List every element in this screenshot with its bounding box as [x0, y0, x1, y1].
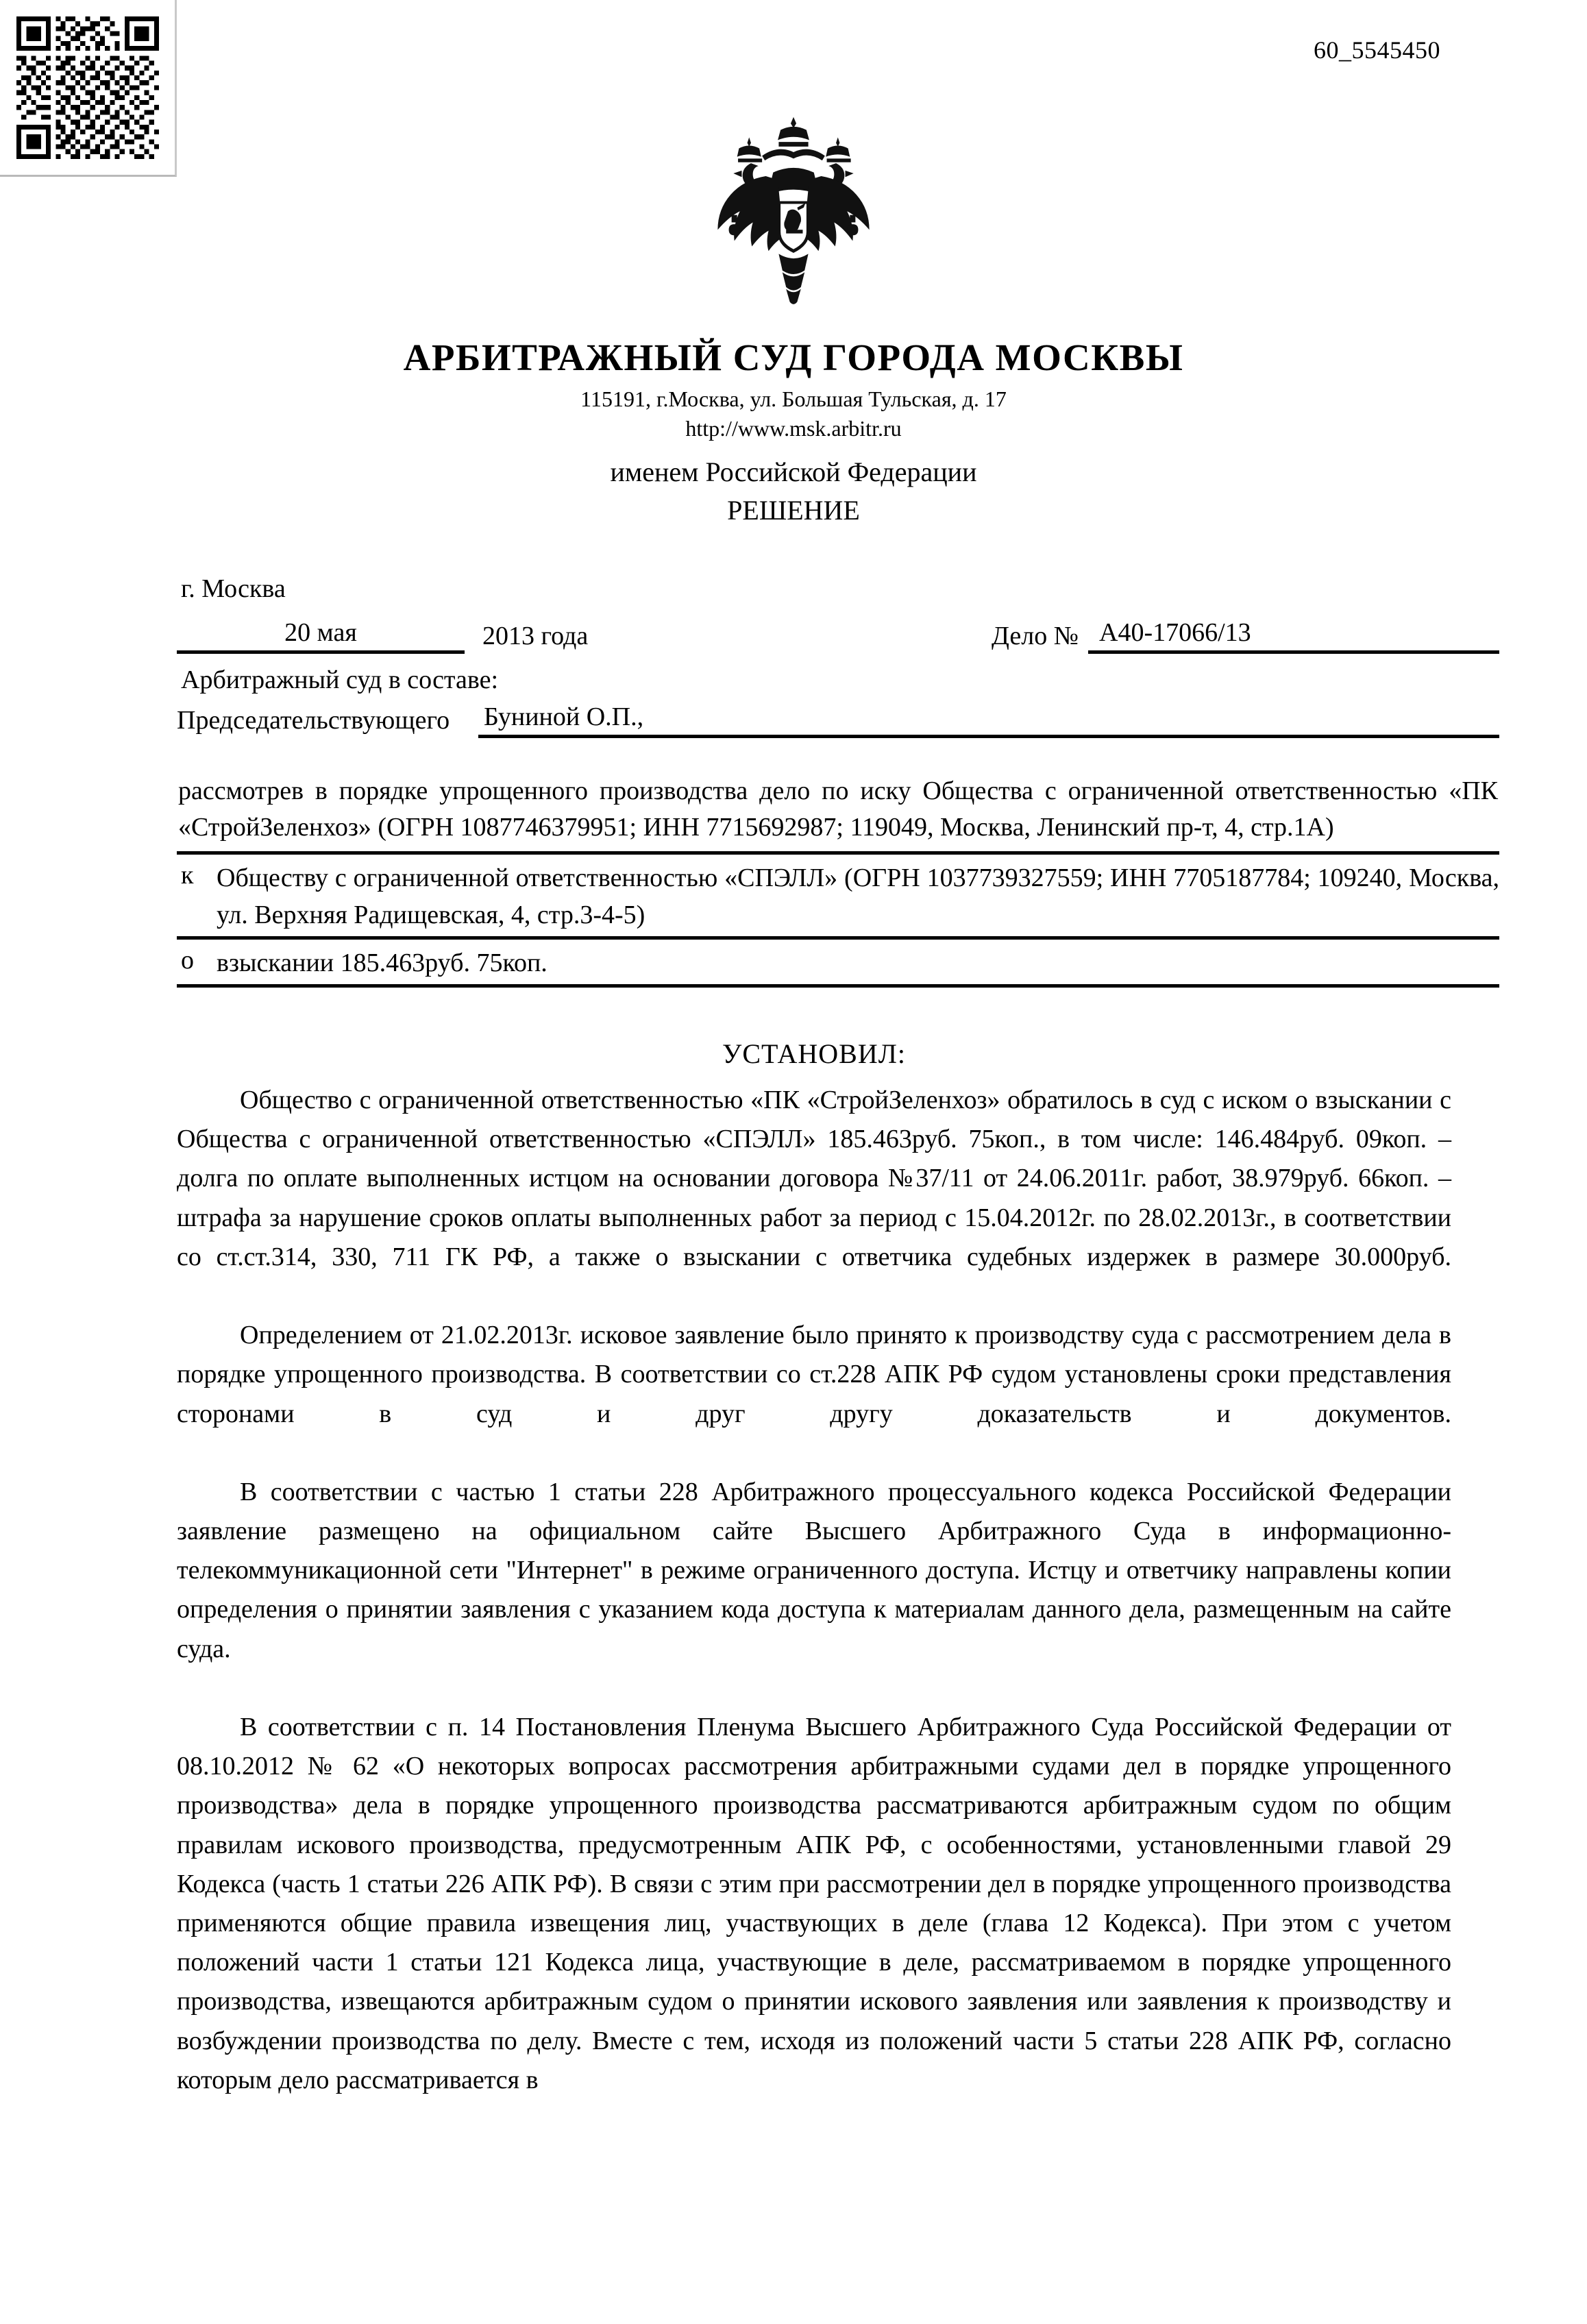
court-name: АРБИТРАЖНЫЙ СУД ГОРОДА МОСКВЫ — [403, 337, 1184, 378]
court-header — [0, 337, 1587, 528]
body-paragraph: В соответствии с п. 14 Постановления Пленума Высшего Арбитражного Суда Российской Федерации от 08.10.2012 № 62 «О некоторых вопросах рассмотрения арбитражными судами дел в порядке упрощенного производства» дела в порядке упрощенного производства рассматриваются арбитражным судом по общим правилам искового производства, предусмотренным АПК РФ, с особенностями, установленными главой 29 Кодекса (часть 1 статьи 226 АПК РФ). В связи с этим при рассмотрении дел в порядке упрощенного производства применяются общие правила извещения лиц, участвующих в деле (глава 12 Кодекса). При этом с учетом положений части 1 статьи 121 Кодекса лица, участвующие в деле, рассматриваемом в порядке упрощенного производства, извещаются арбитражным судом о принятии искового заявления или заявления к производству и возбуждении производства по делу. Вместе с тем, исходя из положений части 5 статьи 228 АПК РФ, согласно которым дело рассматривается в — [177, 1713, 1451, 2094]
defendant-block — [177, 860, 1499, 939]
presiding-judge-name: Буниной О.П., — [478, 702, 1499, 738]
russian-coat-of-arms-icon — [701, 115, 886, 314]
emblem-container — [0, 115, 1587, 317]
defendant-prefix: к — [181, 861, 194, 890]
body-paragraph: В соответствии с частью 1 статьи 228 Арбитражного процессуального кодекса Российской Федерации заявление размещено на официальном сайте Высшего Арбитражного Суда в информационно-телекоммуникационной сети "Интернет" в режиме ограниченного доступа. Истцу и ответчику направлены копии определения о принятии заявления с указанием кода доступа к материалам данного дела, размещенным на сайте суда. — [177, 1477, 1451, 1663]
plaintiff-block — [177, 773, 1499, 855]
decision-year: 2013 года — [482, 622, 589, 651]
plaintiff-text: рассмотрев в порядке упрощенного производства дело по иску Общества с ограниченной ответственностью «ПК «СтройЗеленхоз» (ОГРН 1087746379951; ИНН 7715692987; 119049, Москва, Ленинский пр-т, 4, стр.1А) — [178, 776, 1498, 842]
body-paragraph: Общество с ограниченной ответственностью «ПК «СтройЗеленхоз» обратилось в суд с иском о взыскании с Общества с ограниченной ответственностью «СПЭЛЛ» 185.463руб. 75коп., в том числе: 146.484руб. 09коп. – долга по оплате выполненных истцом на основании договора №37/11 от 24.06.2011г. работ, 38.979руб. 66коп. – штрафа за нарушение сроков оплаты выполненных работ за период с 15.04.2012г. по 28.02.2013г., в соответствии со ст.ст.314, 330, 711 ГК РФ, а также о взыскании с ответчика судебных издержек в размере 30.000руб. — [177, 1086, 1451, 1271]
date-case-row — [177, 617, 1499, 654]
parties-block — [177, 773, 1499, 988]
subject-block — [177, 945, 1499, 988]
subject-text: взыскании 185.463руб. 75коп. — [217, 948, 548, 977]
document-type: РЕШЕНИЕ — [727, 495, 860, 526]
subject-prefix: о — [181, 945, 194, 975]
court-website: http://www.msk.arbitr.ru — [685, 416, 902, 441]
court-composition-label: Арбитражный суд в составе: — [181, 665, 499, 695]
decision-body — [177, 1038, 1451, 2100]
court-address: 115191, г.Москва, ул. Большая Тульская, д. 17 — [580, 387, 1007, 412]
city: г. Москва — [181, 574, 286, 603]
case-meta — [177, 573, 1499, 738]
established-heading: УСТАНОВИЛ: — [722, 1038, 906, 1069]
document-number: 60_5545450 — [1314, 36, 1440, 64]
defendant-text: Обществу с ограниченной ответственностью «СПЭЛЛ» (ОГРН 1037739327559; ИНН 7705187784; 109240, Москва, ул. Верхняя Радищевская, 4, стр.3-4-5) — [217, 864, 1499, 929]
presiding-label: Председательствующего — [177, 705, 450, 735]
case-number-label: Дело № — [992, 622, 1079, 651]
decision-date: 20 мая — [177, 617, 465, 654]
in-name-of-federation: именем Российской Федерации — [610, 456, 977, 488]
case-number: А40-17066/13 — [1088, 617, 1499, 654]
presiding-row — [177, 702, 1499, 738]
body-paragraph: Определением от 21.02.2013г. исковое заявление было принято к производству суда с рассмотрением дела в порядке упрощенного производства. В соответствии со ст.228 АПК РФ судом установлены сроки представления сторонами в суд и друг другу доказательств и документов. — [177, 1321, 1451, 1428]
